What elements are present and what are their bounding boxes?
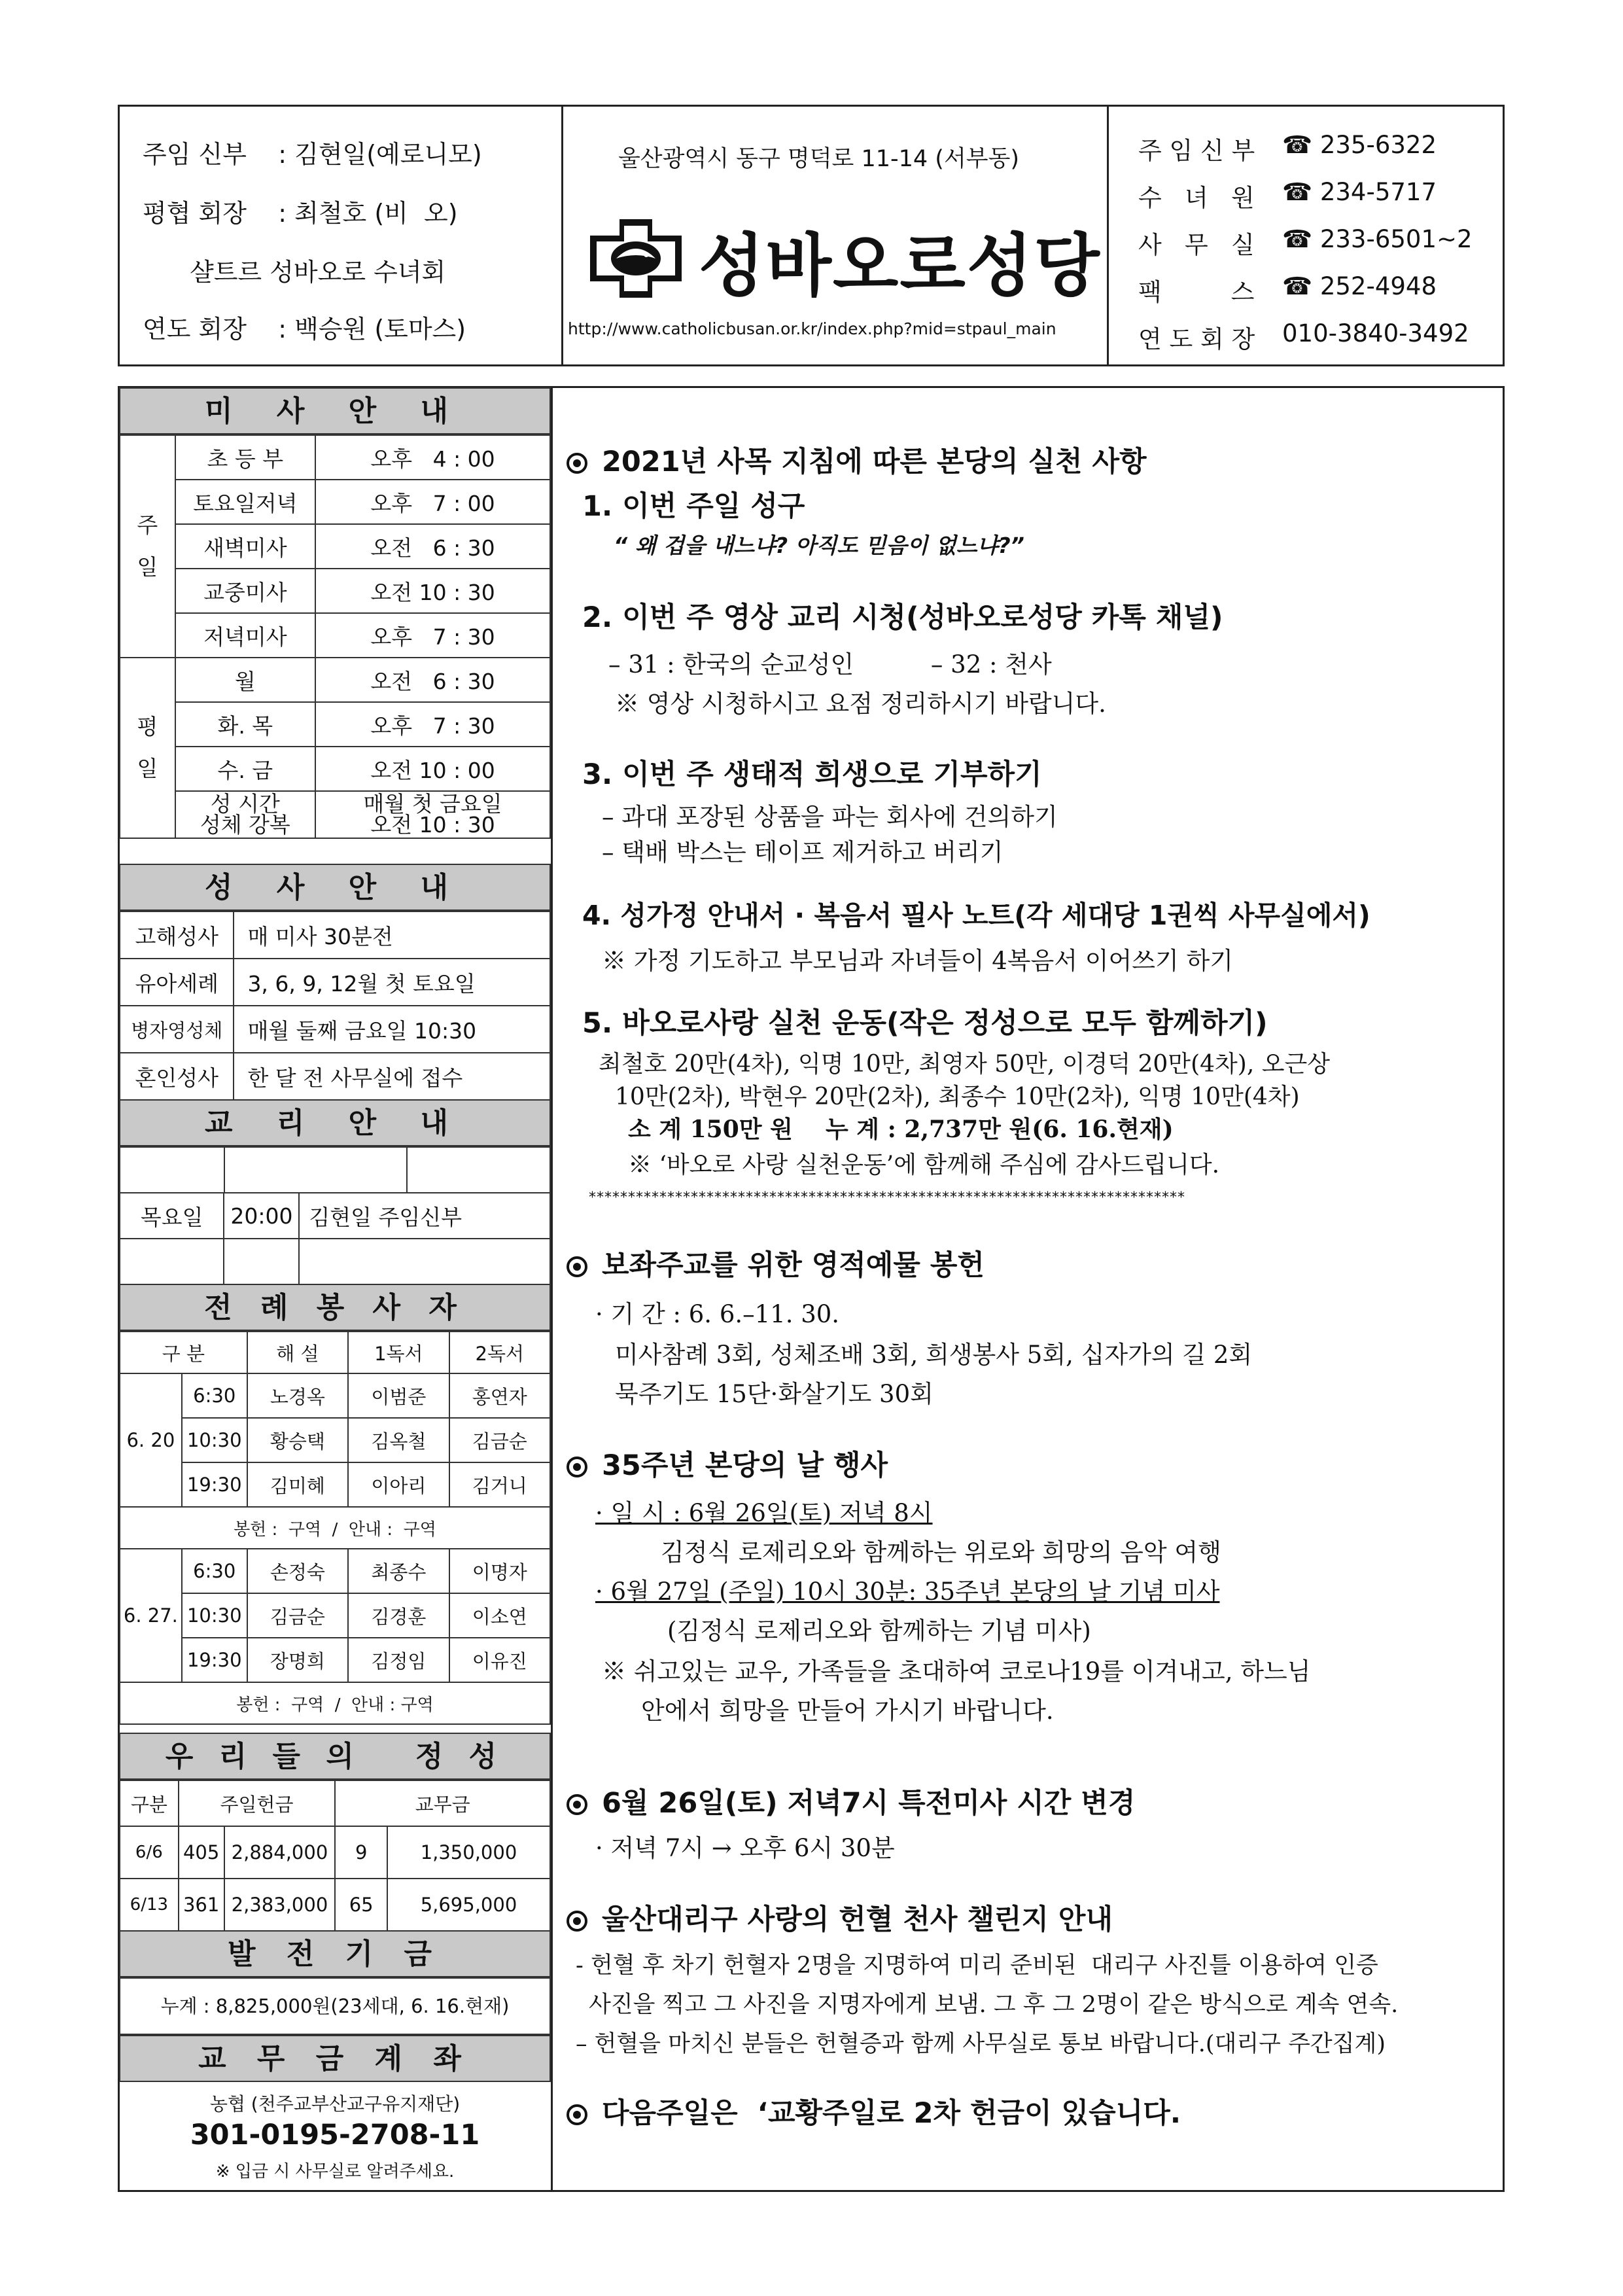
sacrament-value: 한 달 전 사무실에 접수 (234, 1053, 550, 1100)
offering-header: 주일헌금 (179, 1780, 336, 1826)
offering-count: 361 (179, 1879, 224, 1931)
section-next-sunday-title (567, 2091, 1181, 2131)
offering-amount: 5,695,000 (387, 1879, 550, 1931)
empty-cell (120, 1239, 224, 1284)
catechism-row (119, 1192, 551, 1285)
section-title-text: 울산대리구 사랑의 헌혈 천사 챌린지 안내 (602, 1903, 1113, 1936)
bullet-icon (567, 1911, 587, 1932)
bullet-icon (567, 453, 587, 474)
account-bank: 농협 (천주교부산교구유지재단) (209, 2093, 461, 2115)
empty-cell (224, 1239, 299, 1284)
section-title-text: 35주년 본당의 날 행사 (602, 1449, 888, 1482)
servers-table (119, 1331, 551, 1725)
item-heading: 5. 바오로사랑 실천 운동(작은 정성으로 모두 함께하기) (582, 1007, 1268, 1040)
offering-amount: 1,350,000 (387, 1826, 550, 1879)
servers-time: 10:30 (182, 1593, 247, 1638)
item-text: · 기 간 : 6. 6.–11. 30. (595, 1300, 840, 1328)
header-divider-right (1107, 105, 1109, 366)
divider-stars: **************************************************************************** (589, 1190, 1185, 1206)
contact-label: 연 도 회 장 (1138, 325, 1255, 353)
bullet-icon (567, 1256, 587, 1277)
mass-time: 오후 7 : 30 (315, 613, 550, 658)
offering-table (119, 1780, 551, 1932)
contact-label: 팩 스 (1138, 278, 1255, 306)
item-text: - 헌혈 후 차기 헌혈자 2명을 지명하여 미리 준비된 대리구 사진틀 이용하여 인증 (576, 1952, 1378, 1979)
item-text: – 31 : 한국의 순교성인 – 32 : 천사 (608, 650, 1052, 679)
offering-date: 6/13 (120, 1879, 179, 1931)
server-name: 노경옥 (247, 1373, 348, 1418)
church-name: 성바오로성당 (699, 226, 1101, 306)
mass-heading: 미 사 안 내 (119, 387, 551, 434)
mass-time: 오전 10 : 30 (315, 569, 550, 613)
mass-time: 오후 7 : 30 (315, 702, 550, 747)
server-name: 김옥철 (348, 1418, 449, 1462)
empty-cell (120, 1147, 224, 1193)
servers-note: 봉헌 : 구역 / 안내 : 구역 (120, 1682, 550, 1724)
item-text: ※ 쉬고있는 교우, 가족들을 초대하여 코로나19를 이겨내고, 하느님 (602, 1657, 1311, 1686)
section-bishop-title (567, 1243, 985, 1283)
sacrament-name: 혼인성사 (120, 1053, 234, 1100)
catechism-day: 목요일 (120, 1193, 224, 1239)
item-text: “ 왜 겁을 내느냐? 아직도 믿음이 없느냐?” (614, 533, 1024, 558)
item-text: 10만(2차), 박현우 20만(2차), 최종수 10만(2차), 익명 10만(4차) (615, 1084, 1300, 1110)
item-heading: 4. 성가정 안내서 · 복음서 필사 노트(각 세대당 1권씩 사무실에서) (582, 900, 1370, 931)
sacrament-name: 병자영성체 (120, 1006, 234, 1053)
section-mass-change-title (567, 1781, 1135, 1821)
mass-name: 월 (175, 658, 315, 702)
header-divider-left (561, 105, 563, 366)
mass-time: 오전 10 : 00 (315, 747, 550, 791)
section-title-text: 6월 26일(토) 저녁7시 특전미사 시간 변경 (602, 1787, 1136, 1820)
sacrament-value: 매월 둘째 금요일 10:30 (234, 1006, 550, 1053)
contact-value: ☎ 235-6322 (1282, 131, 1437, 159)
server-name: 김금순 (247, 1593, 348, 1638)
item-text: 안에서 희망을 만들어 가시기 바랍니다. (641, 1697, 1054, 1725)
section-title-text: 보좌주교를 위한 영적예물 봉헌 (602, 1249, 985, 1282)
mass-name: 수. 금 (175, 747, 315, 791)
contact-value: ☎ 234-5717 (1282, 178, 1437, 206)
sunday-label: 주 일 (120, 435, 175, 658)
sacrament-value: 3, 6, 9, 12월 첫 토요일 (234, 959, 550, 1006)
server-name: 최종수 (348, 1549, 449, 1593)
server-name: 이아리 (348, 1462, 449, 1507)
item-text: 묵주기도 15단·화살기도 30회 (615, 1380, 934, 1408)
item-text: – 헌혈을 마치신 분들은 헌혈증과 함께 사무실로 통보 바랍니다.(대리구 주간집계) (576, 2031, 1386, 2057)
server-name: 이명자 (449, 1549, 550, 1593)
bullet-icon (567, 1794, 587, 1815)
servers-time: 6:30 (182, 1549, 247, 1593)
contact-value: ☎ 233-6501~2 (1282, 225, 1473, 253)
server-name: 황승택 (247, 1418, 348, 1462)
server-name: 김경훈 (348, 1593, 449, 1638)
item-text: 소 계 150만 원 누 계 : 2,737만 원(6. 16.현재) (628, 1116, 1174, 1143)
mass-name: 성 시간 성체 강복 (175, 791, 315, 838)
sacrament-value: 매 미사 30분전 (234, 911, 550, 959)
section-anniversary-title (567, 1443, 888, 1483)
section-title-text: 다음주일은 ‘교황주일로 2차 헌금이 있습니다. (602, 2097, 1181, 2130)
catechism-heading: 교 리 안 내 (119, 1099, 551, 1146)
fund-total: 누계 : 8,825,000원(23세대, 6. 16.현재) (119, 1977, 551, 2035)
mass-name: 초 등 부 (175, 435, 315, 480)
item-heading: 2. 이번 주 영상 교리 시청(성바오로성당 카톡 채널) (582, 601, 1223, 634)
sacrament-heading: 성 사 안 내 (119, 864, 551, 911)
empty-cell (407, 1147, 550, 1193)
item-text: – 택배 박스는 테이프 제거하고 버리기 (602, 838, 1003, 866)
account-note: ※ 입금 시 사무실로 알려주세요. (215, 2162, 455, 2181)
item-text: · 저녁 7시 → 오후 6시 30분 (595, 1834, 895, 1862)
church-url[interactable]: http://www.catholicbusan.or.kr/index.php?mid=stpaul_main (568, 319, 1056, 338)
item-text: ※ ‘바오로 사랑 실천운동’에 함께해 주심에 감사드립니다. (628, 1152, 1220, 1178)
mass-name: 화. 목 (175, 702, 315, 747)
offering-heading: 우 리 들 의 정 성 (119, 1733, 551, 1780)
empty-cell (224, 1147, 407, 1193)
offering-count: 405 (179, 1826, 224, 1879)
servers-date: 6. 27. (120, 1549, 182, 1682)
servers-header: 해 설 (247, 1332, 348, 1373)
address: 울산광역시 동구 명덕로 11-14 (서부동) (618, 146, 1020, 172)
server-name: 김금순 (449, 1418, 550, 1462)
offering-header: 구분 (120, 1780, 179, 1826)
offering-amount: 2,383,000 (224, 1879, 336, 1931)
sisters-line: 샬트르 성바오로 수녀회 (190, 258, 446, 287)
church-logo (584, 213, 688, 304)
servers-time: 19:30 (182, 1462, 247, 1507)
contact-label: 사 무 실 (1138, 231, 1255, 259)
servers-header: 1독서 (348, 1332, 449, 1373)
server-name: 이유진 (449, 1638, 550, 1682)
weekday-label: 평 일 (120, 658, 175, 838)
column-divider (551, 386, 553, 2192)
item-text: (김정식 로제리오와 함께하는 기념 미사) (667, 1617, 1091, 1645)
server-name: 손정숙 (247, 1549, 348, 1593)
item-text: · 6월 27일 (주일) 10시 30분: 35주년 본당의 날 기념 미사 (595, 1578, 1220, 1606)
mass-time: 오전 6 : 30 (315, 524, 550, 569)
servers-header: 구 분 (120, 1332, 247, 1373)
item-text: 김정식 로제리오와 함께하는 위로와 희망의 음악 여행 (661, 1538, 1221, 1566)
mass-time: 오전 6 : 30 (315, 658, 550, 702)
server-name: 장명희 (247, 1638, 348, 1682)
contact-label: 주 임 신 부 (1138, 137, 1255, 165)
server-name: 김정임 (348, 1638, 449, 1682)
server-name: 이소연 (449, 1593, 550, 1638)
sacrament-name: 고해성사 (120, 911, 234, 959)
item-text: · 일 시 : 6월 26일(토) 저녁 8시 (595, 1499, 933, 1527)
server-name: 홍연자 (449, 1373, 550, 1418)
bullet-icon (567, 1457, 587, 1477)
offering-header: 교무금 (335, 1780, 550, 1826)
yeondo-line: 연도 회장 : 백승원 (토마스) (143, 315, 466, 344)
contact-label: 수 녀 원 (1138, 184, 1255, 212)
offering-count: 65 (335, 1879, 387, 1931)
fund-heading: 발 전 기 금 (119, 1930, 551, 1977)
servers-note: 봉헌 : 구역 / 안내 : 구역 (120, 1507, 550, 1549)
section-title-text: 2021년 사목 지침에 따른 본당의 실천 사항 (602, 446, 1147, 478)
sacrament-name: 유아세례 (120, 959, 234, 1006)
account-number[interactable]: 301-0195-2708-11 (190, 2119, 480, 2151)
servers-heading: 전 례 봉 사 자 (119, 1284, 551, 1331)
item-text: ※ 영상 시청하시고 요점 정리하시기 바랍니다. (615, 690, 1106, 718)
servers-time: 6:30 (182, 1373, 247, 1418)
item-heading: 3. 이번 주 생태적 희생으로 기부하기 (582, 758, 1042, 791)
item-text: 최철호 20만(4차), 익명 10만, 최영자 50만, 이경덕 20만(4차), 오근상 (599, 1051, 1331, 1078)
section-pastoral-title (567, 440, 1147, 480)
mass-time: 오후 4 : 00 (315, 435, 550, 480)
item-text: ※ 가정 기도하고 부모님과 자녀들이 4복음서 이어쓰기 하기 (602, 947, 1233, 975)
servers-header: 2독서 (449, 1332, 550, 1373)
mass-name: 새벽미사 (175, 524, 315, 569)
item-text: 미사참례 3회, 성체조배 3회, 희생봉사 5회, 십자가의 길 2회 (615, 1341, 1253, 1369)
pastor-line: 주임 신부 : 김현일(예로니모) (143, 140, 482, 169)
servers-date: 6. 20 (120, 1373, 182, 1507)
mass-table (119, 434, 551, 839)
item-text: 사진을 찍고 그 사진을 지명자에게 보냄. 그 후 그 2명이 같은 방식으로 계속 연속. (589, 1992, 1399, 2018)
catechism-teacher: 김현일 주임신부 (299, 1193, 550, 1239)
council-line: 평협 회장 : 최철호 (비 오) (143, 199, 458, 228)
bullet-icon (567, 2104, 587, 2125)
item-text: – 과대 포장된 상품을 파는 회사에 건의하기 (602, 803, 1058, 831)
item-heading: 1. 이번 주일 성구 (582, 490, 805, 523)
mass-time: 오후 7 : 00 (315, 480, 550, 524)
catechism-time: 20:00 (224, 1193, 299, 1239)
section-blood-donation-title (567, 1898, 1113, 1937)
account-heading: 교 무 금 계 좌 (119, 2035, 551, 2082)
offering-date: 6/6 (120, 1826, 179, 1879)
contact-value: 010-3840-3492 (1282, 319, 1469, 347)
offering-count: 9 (335, 1826, 387, 1879)
server-name: 김거니 (449, 1462, 550, 1507)
mass-name: 저녁미사 (175, 613, 315, 658)
sacrament-table (119, 911, 551, 1101)
servers-time: 19:30 (182, 1638, 247, 1682)
mass-name: 토요일저녁 (175, 480, 315, 524)
empty-cell (299, 1239, 550, 1284)
mass-name: 교중미사 (175, 569, 315, 613)
server-name: 김미혜 (247, 1462, 348, 1507)
servers-time: 10:30 (182, 1418, 247, 1462)
catechism-table (119, 1146, 551, 1193)
offering-amount: 2,884,000 (224, 1826, 336, 1879)
server-name: 이범준 (348, 1373, 449, 1418)
contact-value: ☎ 252-4948 (1282, 272, 1437, 300)
mass-time: 매월 첫 금요일 오전 10 : 30 (315, 791, 550, 838)
